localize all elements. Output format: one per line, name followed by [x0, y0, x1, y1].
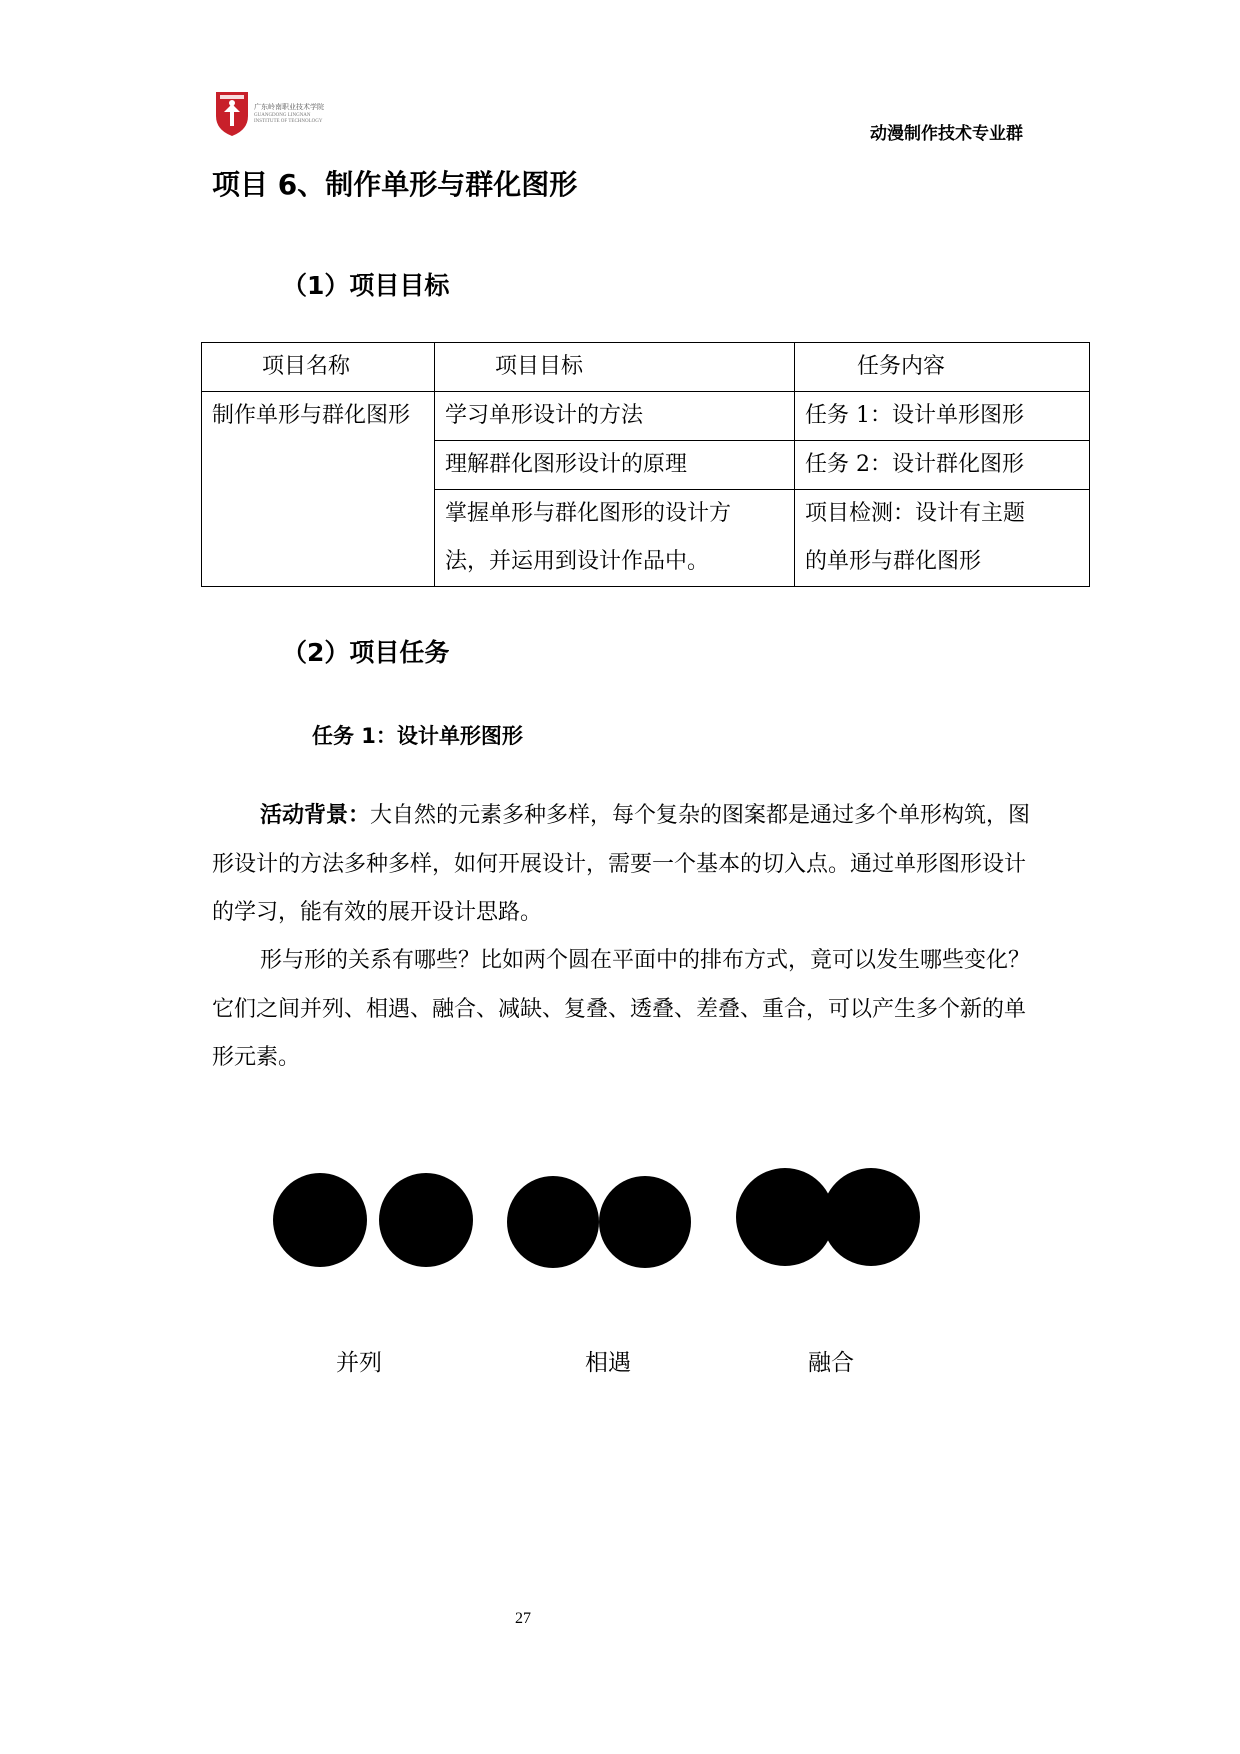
circle-parallel-left: [273, 1173, 367, 1267]
section-heading-goals: （1）项目目标: [282, 271, 450, 300]
goal-cell: 掌握单形与群化图形的设计方 法，并运用到设计作品中。: [435, 490, 795, 587]
goal-cell: 理解群化图形设计的原理: [435, 441, 795, 490]
circle-merge-left: [736, 1168, 834, 1266]
page-title: 项目 6、制作单形与群化图形: [212, 168, 578, 201]
college-logo: [214, 90, 354, 138]
project-name-cell: 制作单形与群化图形: [202, 392, 435, 587]
project-goal-table: [201, 342, 1090, 587]
caption-meet: 相遇: [585, 1350, 631, 1376]
circle-meet-right: [599, 1176, 691, 1268]
circle-meet-left: [507, 1176, 599, 1268]
paragraph-text: 大自然的元素多种多样，每个复杂的图案都是通过多个单形构筑，图形设计的方法多种多样，如何开展设计，需要一个基本的切入点。通过单形图形设计的学习，能有效的展开设计思路。: [212, 803, 1031, 925]
circle-merge-right: [822, 1168, 920, 1266]
circle-relations-figure: [0, 1150, 1240, 1300]
paragraph-lead: 活动背景：: [260, 803, 371, 828]
task-1-heading: 任务 1：设计单形图形: [312, 724, 523, 748]
logo-english-line-2: INSTITUTE OF TECHNOLOGY: [254, 119, 323, 124]
section-heading-tasks: （2）项目任务: [282, 638, 450, 667]
circle-parallel-right: [379, 1173, 473, 1267]
logo-english-name: [254, 113, 323, 125]
shield-logo-icon: [214, 90, 250, 138]
logo-chinese-name: 广东岭南职业技术学院: [254, 103, 324, 111]
caption-parallel: 并列: [336, 1350, 382, 1376]
task-cell: 任务 1：设计单形图形: [795, 392, 1090, 441]
task-cell: 项目检测：设计有主题 的单形与群化图形: [795, 490, 1090, 587]
paragraph-background: [212, 792, 1040, 938]
goal-cell: 学习单形设计的方法: [435, 392, 795, 441]
paragraph-relations: 形与形的关系有哪些？比如两个圆在平面中的排布方式，竟可以发生哪些变化？它们之间并列、相遇、融合、减缺、复叠、透叠、差叠、重合，可以产生多个新的单形元素。: [212, 948, 1031, 1070]
table-header-cell: 任务内容: [795, 343, 1090, 392]
table-header-cell: 项目目标: [435, 343, 795, 392]
task-cell: 任务 2：设计群化图形: [795, 441, 1090, 490]
header-major-group: 动漫制作技术专业群: [870, 124, 1023, 144]
table-row: [202, 392, 1090, 441]
table-header-row: [202, 343, 1090, 392]
table-header-cell: 项目名称: [202, 343, 435, 392]
caption-merge: 融合: [808, 1350, 854, 1376]
page-number: 27: [515, 1610, 531, 1627]
logo-english-line-1: GUANGDONG LINGNAN: [254, 113, 311, 118]
